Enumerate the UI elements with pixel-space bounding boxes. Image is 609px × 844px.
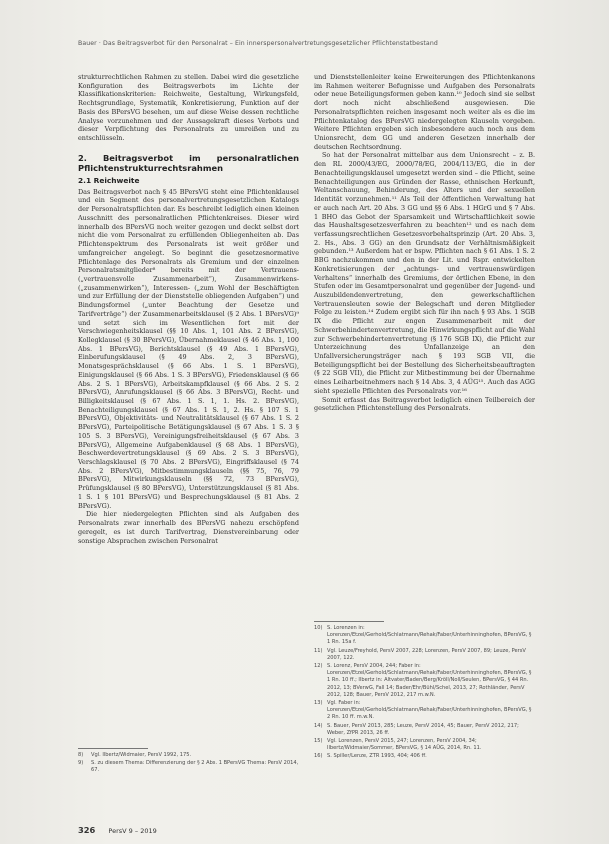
- footnote-number: 13): [314, 700, 323, 707]
- footnote: [314, 663, 535, 699]
- footnotes-right: [314, 625, 535, 762]
- subsection-heading: 2.1 Reichweite: [78, 175, 140, 185]
- footnote-number: 15): [314, 738, 323, 745]
- footnotes-left: [78, 752, 299, 776]
- footnote-text: Vgl. Ilbertz/Widmaier, PersV 1992, 175.: [91, 752, 192, 758]
- footnote-number: 9): [78, 760, 84, 767]
- footnote-text: S. Lorenz, PersV 2004, 244; Faber in: Lorenzen/Etzel/Gerhold/Schlatmann/Rehak/Faber/Unterhinninghofen, BPersVG, § 1 Rn. 10 ff.; Ilbertz in: Altvater/Baden/Berg/Kröll/Noll/Seulen, BPersVG, § 44 Rn. 2012, 13; BVerwG, Fall 14; Bader/Ehr/Bühl/Schel, 2013, 27; Rothländer, PersV 2012, 128; Bauer, PersV 2012, 217 m.w.N.: [327, 663, 532, 698]
- footnote-text: Vgl. Faber in: Lorenzen/Etzel/Gerhold/Schlatmann/Rehak/Faber/Unterhinninghofen, BPersVG, § 2 Rn. 10 ff. m.w.N.: [327, 700, 532, 721]
- body-paragraph: Das Beitragsverbot nach § 45 BPersVG steht eine Pflichtenklausel und ein Segment des personalvertretungsgesetzlichen Katalogs der Personalratspflichten dar. Es beschreibt lediglich einen kleinen Ausschnitt des personalratlichen Pflichtenkreises. Dieser wird innerhalb des BPersVG noch weiter gezogen und deckt selbst dort nicht die vom Personalrat zu erfüllenden Obliegenheiten ab. Das Pflichtenspektrum des Personalrats ist weit größer und umfangreicher angelegt. So beginnt die gesetzesnormative Pflichtenlage des Personalrats als Gremium und der einzelnen Personalratsmitglieder⁸ bereits mit der Vertrauens- („vertrauensvolle Zusammenarbeit“), Zusammenwirkens- („zusammenwirken“), Interessen- („zum Wohl der Beschäftigten und zur Erfüllung der der Dienststelle obliegenden Aufgaben“) und Bindungsformel („unter Beachtung der Gesetze und Tarifverträge“) der Zusammenarbeitsklausel (§ 2 Abs. 1 BPersVG)⁹ und setzt sich im Wesentlichen fort mit der Verschwiegenheitsklausel (§§ 10 Abs. 1, 101 Abs. 2 BPersVG), Kollegklausel (§ 30 BPersVG), Übernahmeklausel (§ 46 Abs. 1, 100 Abs. 1 BPersVG), Berichtsklausel (§ 49 Abs. 1 BPersVG), Einberufungsklausel (§ 49 Abs. 2, 3 BPersVG), Monatsgesprächsklausel (§ 66 Abs. 1 S. 1 BPersVG), Einigungsklausel (§ 66 Abs. 1 S. 3 BPersVG), Friedensklausel (§ 66 Abs. 2 S. 1 BPersVG), Arbeitskampfklausel (§ 66 Abs. 2 S. 2 BPersVG), Anrufungsklausel (§ 66 Abs. 3 BPersVG), Recht- und Billigkeitsklausel (§ 67 Abs. 1 S. 1, 1. Hs. 2. BPersVG), Benachteiligungsklausel (§ 67 Abs. 1 S. 1, 2. Hs. § 107 S. 1 BPersVG), Objektivitäts- und Neutralitätsklausel (§ 67 Abs. 1 S. 2 BPersVG), Parteipolitische Betätigungsklausel (§ 67 Abs. 1 S. 3 § 105 S. 3 BPersVG), Vereinigungsfreiheitsklausel (§ 67 Abs. 3 BPersVG), Allgemeine Aufgabenklausel (§ 68 Abs. 1 BPersVG), Beschwerdevertretungsklausel (§ 69 Abs. 2 S. 3 BPersVG), Verschlagsklausel (§ 70 Abs. 2 BPersVG), Eingriffsklausel (§ 74 Abs. 2 BPersVG), Mitbestimmungsklauseln (§§ 75, 76, 79 BPersVG), Mitwirkungsklauseln (§§ 72, 73 BPersVG), Prüfungsklausel (§ 80 BPersVG), Unterstützungsklausel (§ 81 Abs. 1 S. 1 § 101 BPersVG) und Besprechungsklausel (§ 81 Abs. 2 BPersVG).: [78, 187, 299, 510]
- page-number: 326: [78, 825, 96, 835]
- footnote: [314, 648, 535, 662]
- footnote-rule: [78, 748, 148, 749]
- footnote-number: 10): [314, 625, 323, 631]
- footnote-text: S. zu diesem Thema: Differenzierung der § 2 Abs. 1 BPersVG Thema: PersV 2014, 67.: [91, 760, 299, 774]
- footnote-number: 12): [314, 663, 323, 670]
- journal-issue: PersV 9 – 2019: [108, 827, 157, 835]
- footnote: [78, 760, 299, 774]
- footnote: [78, 752, 299, 759]
- body-paragraph: Somit erfasst das Beitragsverbot lediglich einen Teilbereich der gesetzlichen Pflichtenstellung des Personalrats.: [314, 395, 535, 413]
- intro-paragraph: strukturrechtlichen Rahmen zu stellen. Dabei wird die gesetzliche Konfiguration des Beitragsverbots im Lichte der Klassifikationskriterien: Reichweite, Gestaltung, Wirkungsfeld, Rechtsgrundlage, Systematik, Konkretisierung, Funktion auf der Basis des BPersVG besehen, um auf diese Weise dessen rechtliche Analyse vorzunehmen und der Aussagekraft dieses Verbots und dieser Verpflichtung des Personalrats zu umreißen und zu entschlüsseln.: [78, 73, 299, 143]
- body-paragraph: Die hier niedergelegten Pflichten sind als Aufgaben des Personalrats zwar innerhalb des BPersVG nahezu erschöpfend geregelt, es ist durch Tarifvertrag, Dienstvereinbarung oder sonstige Absprachen zwischen Personalrat: [78, 510, 299, 545]
- footnote-text: Vgl. Leuze/Freyhold, PersV 2007, 228; Lorenzen, PersV 2007, 89; Leuze, PersV 2007, 122.: [327, 647, 526, 661]
- footnote: [314, 625, 535, 647]
- footnote: [314, 723, 535, 737]
- footnote: [314, 700, 535, 722]
- body-paragraph: und Dienststellenleiter keine Erweiterungen des Pflichtenkanons im Rahmen weiterer Befugnisse und Aufgaben des Personalrats oder neue Beteiligungsformen geben kann.¹⁰ Jedoch sind sie selbst dort noch nicht abschließend ausgewiesen. Die Personalratspflichten reichen insgesamt noch weiter als es die im Pflichtenkatalog des BPersVG niedergelegten Klauseln vorgeben. Weitere Pflichten ergeben sich insbesondere auch noch aus dem Unionsrecht, dem GG und anderen Gesetzen innerhalb der deutschen Rechtsordnung.: [314, 73, 535, 151]
- footnote-text: Vgl. Lorenzen, PersV 2015, 247; Lorenzen, PersV 2004, 34; Ilbertz/Widmaier/Sommer, BPersVG, § 14 AÜG, 2014, Rn. 11.: [327, 738, 482, 752]
- page-footer: [78, 818, 157, 837]
- footnote-text: S. Bauer, PersV 2013, 285; Leuze, PersV 2014, 45; Bauer, PersV 2012, 217; Weber, ZfPR 2013, 26 ff.: [327, 722, 519, 736]
- footnote-number: 8): [78, 752, 84, 758]
- left-column: [78, 73, 299, 545]
- footnote: [314, 753, 535, 760]
- running-head: Bauer · Das Beitragsverbot für den Personalrat – Ein innerspersonalvertretungsgesetzlicher Pflichtenstatbestand: [78, 40, 438, 47]
- footnote-text: S. Lorenzen in: Lorenzen/Etzel/Gerhold/Schlatmann/Rehak/Faber/Unterhinninghofen, BPersVG, § 1 Rn. 15a f.: [327, 625, 532, 646]
- body-paragraph: So hat der Personalrat mittelbar aus dem Unionsrecht – z. B. den RL 2000/43/EG, 2000/78/EG, 2004/113/EG, die in der Benachteiligungsklausel umgesetzt werden sind – die Pflicht, seine Benachteiligungen aus Gründen der Rasse, ethnischen Herkunft, Weltanschauung, Behinderung, des Alters und der sexuellen Identität vorzunehmen.¹¹ Als Teil der öffentlichen Verwaltung hat er auch nach Art. 20 Abs. 3 GG und §§ 6 Abs. 1 HGrG und § 7 Abs. 1 BHO das Gebot der Sparsamkeit und Wirtschaftlichkeit sowie das Haushaltsgesetzesverfahren zu beachten¹² und es nach dem verfassungsrechtlichen Gesetzesvorbehaltsprinzip (Art. 20 Abs. 3, 2. Hs., Abs. 3 GG) an den Grundsatz der Verhältnismäßigkeit gebunden.¹³ Außerdem hat er bspw. Pflichten nach § 61 Abs. 1 S. 2 BBG nachzukommen und den in der Lit. und Rspr. entwickelten Konkretisierungen der „achtungs- und vertrauenswürdigen Verhaltens“ innerhalb des Gremiums, der örtlichen Ebene, in den Stufen oder im Gesamtpersonalrat und gegenüber der Jugend- und Auszubildendenvertretung, den gewerkschaftlichen Vertrauensleuten sowie der Belegschaft und deren Mitglieder Folge zu leisten.¹⁴ Zudem ergibt sich für ihn nach § 93 Abs. 1 SGB IX die Pflicht zur engen Zusammenarbeit mit der Schwerbehindertenvertretung, die Hinwirkungspflicht auf die Wahl zur Schwerbehindertenvertretung (§ 176 SGB IX), die Pflicht zur Unterzeichnung des Unfallanzeige an den Unfallversicherungsträger nach § 193 SGB VII, die Beteiligungspflicht bei der Bestellung des Sicherheitsbeauftragten (§ 22 SGB VII), die Pflicht zur Mitbestimmung bei der Übernahme eines Leiharbeitnehmers nach § 14 Abs. 3, 4 AÜG¹⁵. Auch das AGG sieht spezielle Pflichten des Personalrats vor.¹⁶: [314, 151, 536, 395]
- section-heading: 2. Beitragsverbot im personalratlichen Pflichtenstrukturrechtsrahmen: [78, 152, 299, 173]
- footnote: [314, 738, 535, 752]
- right-column: [314, 73, 535, 413]
- footnote-number: 14): [314, 722, 323, 729]
- footnote-rule: [314, 621, 384, 622]
- footnote-number: 16): [314, 753, 323, 760]
- footnote-text: S. Spiller/Lenze, ZTR 1993, 404; 406 ff.: [327, 753, 427, 760]
- footnote-number: 11): [314, 647, 323, 654]
